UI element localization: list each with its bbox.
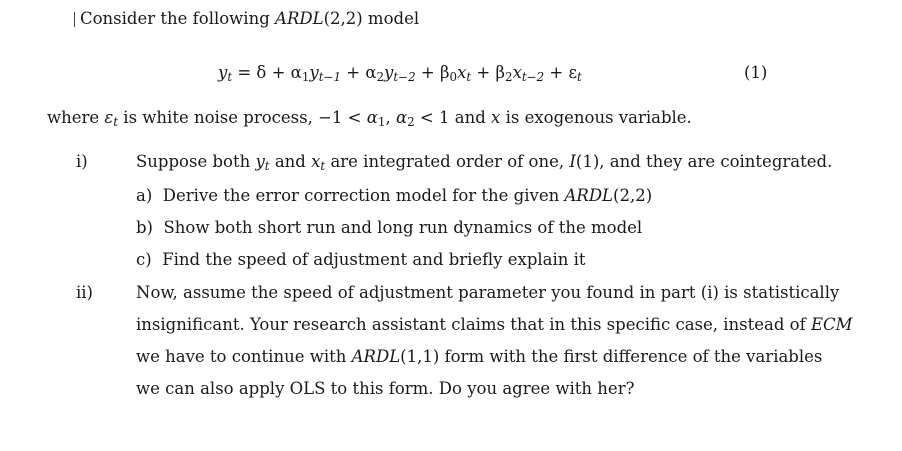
eq-part: + α [341,63,377,82]
eq-lhs: y [218,63,228,82]
eq-part: x [457,63,467,82]
where-text: is exogenous variable. [500,108,692,127]
ecm-term: ECM [810,315,853,334]
x-sub: t [320,158,326,173]
eq-sub: t−1 [318,69,341,84]
model-order: (2,2) [323,9,363,28]
part-i-segment: and [269,152,312,171]
equation-number: (1) [744,63,768,82]
where-line [47,108,692,127]
eq-sub: t−2 [521,69,545,84]
part-ii-line-4: we can also apply OLS to this form. Do you agree with her? [136,379,635,398]
part-i-segment: (1), and they are cointegrated. [575,152,833,171]
epsilon-sub: t [113,114,119,129]
eq-part: + β [471,63,506,82]
eq-part: y [384,63,394,82]
part-i-segment: Suppose both [136,152,256,171]
x-symbol: x [491,108,501,127]
eq-sub: 1 [301,69,310,84]
intro-line [80,9,419,28]
item-text: Find the speed of adjustment and briefly explain it [162,250,586,269]
part-ii-segment: (1,1) form with the first difference of the variables [400,347,823,366]
part-i-label: i) [76,152,88,171]
eq-part: + ε [544,63,578,82]
part-i-text [136,152,832,171]
item-label: b) [136,218,153,237]
item-a [136,186,652,205]
alpha2-sub: 2 [407,114,415,129]
item-label: a) [136,186,153,205]
intro-text: Consider the following [80,9,276,28]
eq-sub: 2 [505,69,513,84]
y-symbol: y [255,152,265,171]
eq-part: x [512,63,522,82]
alpha1-sub: 1 [377,114,386,129]
item-label: c) [136,250,152,269]
left-margin-bar [74,12,75,27]
item-text: Show both short run and long run dynamics of the model [163,218,643,237]
eq-sub: 2 [376,69,385,84]
intro-suffix: model [362,9,420,28]
eq-part: + β [415,63,450,82]
integration-symbol: I [569,152,576,171]
eq-part: y [309,63,319,82]
alpha2-symbol: α [395,108,408,127]
part-ii-line-1: Now, assume the speed of adjustment parameter you found in part (i) is statistically [136,283,840,302]
item-c [136,250,586,269]
part-ii-segment: insignificant. Your research assistant claims that in this specific case, instead of [136,315,811,334]
epsilon-symbol: ε [104,108,114,127]
equation [218,63,582,82]
where-text: is white noise process, −1 < [118,108,367,127]
part-i-segment: are integrated order of one, [325,152,570,171]
part-ii-segment: we have to continue with [136,347,352,366]
eq-lhs-sub: t [227,69,233,84]
eq-part: = δ + α [232,63,302,82]
eq-sub: t−2 [393,69,416,84]
eq-sub: 0 [449,69,458,84]
eq-sub: t [577,69,582,84]
model-order: (2,2) [613,186,653,205]
model-name: ARDL [564,186,614,205]
eq-sub: t [466,69,472,84]
where-text: < 1 and [414,108,492,127]
y-sub: t [264,158,270,173]
part-ii-label: ii) [76,283,93,302]
part-ii-line-2 [136,315,853,334]
x-symbol: x [311,152,321,171]
model-name: ARDL [351,347,401,366]
item-b [136,218,642,237]
where-text: , [385,108,396,127]
model-name: ARDL [275,9,324,28]
item-text: Derive the error correction model for the given [162,186,565,205]
where-text: where [47,108,105,127]
alpha1-symbol: α [366,108,378,127]
part-ii-line-3 [136,347,822,366]
